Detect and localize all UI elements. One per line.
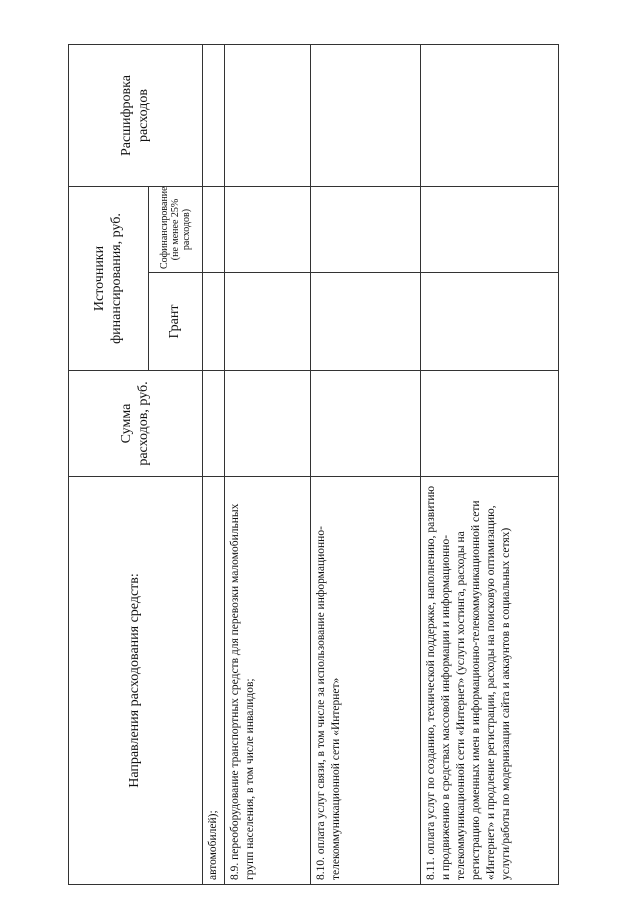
row-cofinancing xyxy=(421,187,559,273)
row-breakdown xyxy=(203,45,225,187)
row-breakdown xyxy=(421,45,559,187)
row-sum xyxy=(421,371,559,477)
row-direction: 8.11. оплата услуг по созданию, технической поддержке, наполнению, развитию и продвижению в средствах массовой информации и информационно-телекоммуникационной сети «Интернет» (услуги хостинга, расходы на регистрацию доменных имен в информационно-телекоммуникационной сети «Интернет» и продление регистрации, расходы на поисковую оптимизацию, услуги/работы по модернизации сайта и аккаунтов в социальных сетях) xyxy=(421,477,559,885)
row-direction: 8.9. переоборудование транспортных средств для перевозки маломобильных групп населения, в том числе инвалидов; xyxy=(225,477,311,885)
table-row xyxy=(421,45,559,885)
row-grant xyxy=(225,273,311,371)
row-direction: 8.10. оплата услуг связи, в том числе за использование информационно-телекоммуникационной сети «Интернет» xyxy=(311,477,421,885)
table-row xyxy=(311,45,421,885)
header-grant: Грант xyxy=(149,273,203,371)
row-cofinancing xyxy=(311,187,421,273)
row-sum xyxy=(203,371,225,477)
row-sum xyxy=(311,371,421,477)
row-cofinancing xyxy=(225,187,311,273)
row-breakdown xyxy=(225,45,311,187)
header-breakdown: Расшифровка расходов xyxy=(69,45,203,187)
row-cofinancing xyxy=(203,187,225,273)
header-direction: Направления расходования средств: xyxy=(69,477,203,885)
row-direction: автомобилей); xyxy=(203,477,225,885)
rotated-table-wrapper xyxy=(68,45,558,885)
header-sources: Источники финансирования, руб. xyxy=(69,187,149,371)
header-sum: Сумма расходов, руб. xyxy=(69,371,203,477)
row-grant xyxy=(311,273,421,371)
row-breakdown xyxy=(311,45,421,187)
row-grant xyxy=(421,273,559,371)
row-sum xyxy=(225,371,311,477)
row-grant xyxy=(203,273,225,371)
table-row xyxy=(225,45,311,885)
table-row xyxy=(203,45,225,885)
expense-table xyxy=(68,44,559,885)
header-cofinancing: Софинансирование (не менее 25% расходов) xyxy=(149,187,203,273)
